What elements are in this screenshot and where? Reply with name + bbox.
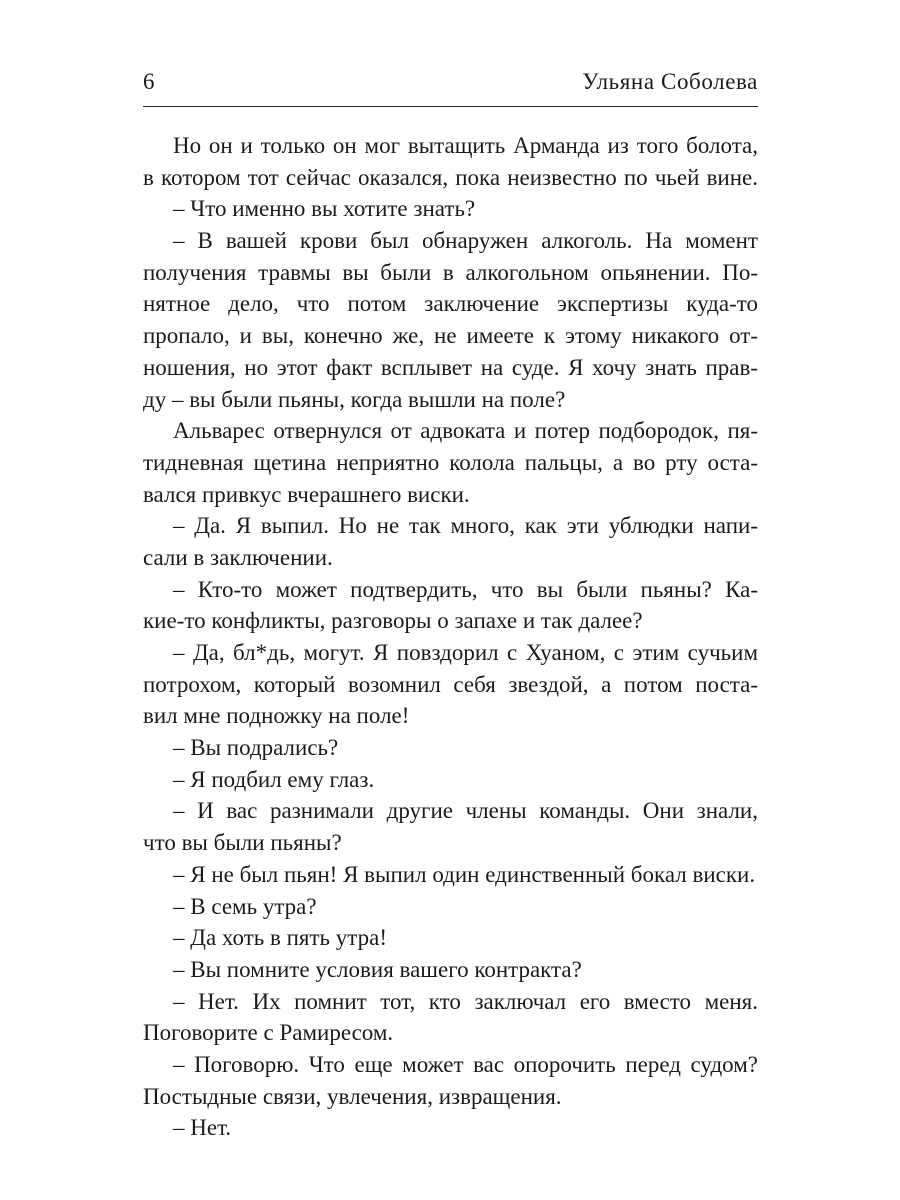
text-line: сали в заключении. (143, 544, 333, 570)
text-line: – И вас разнимали другие члены команды. Они знали, (173, 798, 758, 824)
text-line: – Вы подрались? (173, 735, 339, 761)
text-line: – Да, бл*дь, могут. Я повздорил с Хуаном, с этим сучьим (173, 640, 758, 665)
page-number: 6 (143, 69, 155, 94)
text-line: вил мне подножку на поле! (143, 703, 410, 729)
text-line: ношения, но этот факт всплывет на суде. Я хочу знать прав- (143, 354, 758, 380)
text-line: потрохом, который возомнил себя звездой, а потом поста- (143, 671, 758, 697)
text-line: – Я подбил ему глаз. (173, 766, 375, 792)
text-line: – Поговорю. Что еще может вас опорочить перед судом? (173, 1051, 758, 1077)
text-line: кие-то конфликты, разговоры о запахе и так далее? (143, 608, 643, 634)
text-line: – Я не был пьян! Я выпил один единственный бокал виски. (173, 861, 756, 887)
text-line: – В семь утра? (173, 893, 317, 919)
text-line: что вы были пьяны? (143, 830, 342, 856)
text-line: Альварес отвернулся от адвоката и потер подбородок, пя- (173, 418, 758, 444)
text-line: – Нет. Их помнит тот, кто заключал его вместо меня. (173, 988, 758, 1014)
text-line: ду – вы были пьяны, когда вышли на поле? (143, 386, 566, 412)
running-head-author: Ульяна Соболева (582, 69, 758, 94)
text-line: – Да хоть в пять утра! (173, 925, 387, 951)
body-text (143, 130, 758, 1144)
running-head (143, 58, 758, 98)
text-line: в котором тот сейчас оказался, пока неизвестно по чьей вине. (143, 164, 758, 190)
text-line: – Нет. (173, 1115, 232, 1141)
text-line: пропало, и вы, конечно же, не имеете к этому никакого от- (143, 323, 758, 349)
text-line: – Вы помните условия вашего контракта? (173, 956, 582, 982)
text-line: Поговорите с Рамиресом. (143, 1020, 394, 1046)
text-line: тидневная щетина неприятно колола пальцы, а во рту оста- (143, 449, 758, 475)
text-line: Но он и только он мог вытащить Арманда из того болота, (173, 133, 758, 158)
text-line: – Кто-то может подтвердить, что вы были пьяны? Ка- (173, 576, 758, 602)
text-line: получения травмы вы были в алкогольном опьянении. По- (143, 259, 758, 285)
text-line: – Да. Я выпил. Но не так много, как эти ублюдки напи- (173, 513, 758, 539)
text-line: – В вашей крови был обнаружен алкоголь. На момент (173, 228, 758, 254)
text-line: вался привкус вчерашнего виски. (143, 481, 470, 507)
header-rule (143, 106, 758, 107)
text-line: Постыдные связи, увлечения, извращения. (143, 1083, 562, 1109)
text-line: нятное дело, что потом заключение экспертизы куда-то (143, 291, 758, 317)
text-line: – Что именно вы хотите знать? (173, 196, 476, 222)
